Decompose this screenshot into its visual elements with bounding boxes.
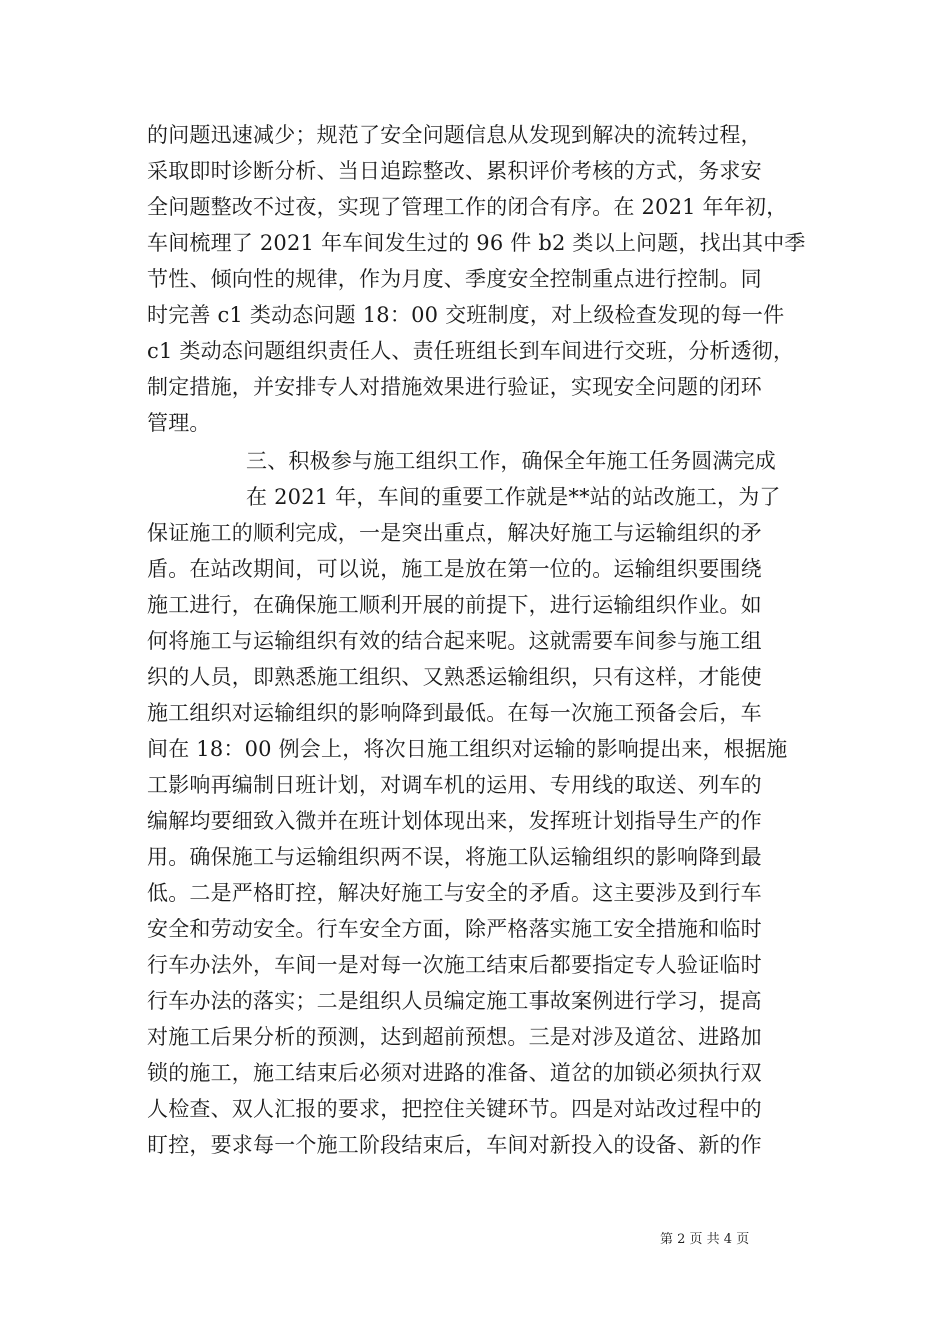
text-line-22: 低。二是严格盯控，解决好施工与安全的矛盾。这主要涉及到行车 xyxy=(147,881,762,905)
text-line-4: 车间梳理了 2021 年车间发生过的 96 件 b2 类以上问题，找出其中季 xyxy=(147,231,806,255)
text-line-20: 编解均要细致入微并在班计划体现出来，发挥班计划指导生产的作 xyxy=(147,809,762,833)
text-line-7: c1 类动态问题组织责任人、责任班组长到车间进行交班，分析透彻， xyxy=(147,339,795,363)
text-line-28: 人检查、双人汇报的要求，把控住关键环节。四是对站改过程中的 xyxy=(147,1097,762,1121)
text-line-18: 间在 18：00 例会上，将次日施工组织对运输的影响提出来，根据施 xyxy=(147,737,788,761)
text-line-26: 对施工后果分析的预测，达到超前预想。三是对涉及道岔、进路加 xyxy=(147,1025,762,1049)
text-line-6: 时完善 c1 类动态问题 18：00 交班制度，对上级检查发现的每一件 xyxy=(147,303,785,327)
text-line-17: 施工组织对运输组织的影响降到最低。在每一次施工预备会后，车 xyxy=(147,701,762,725)
text-line-19: 工影响再编制日班计划，对调车机的运用、专用线的取送、列车的 xyxy=(147,773,762,797)
text-line-27: 锁的施工，施工结束后必须对进路的准备、道岔的加锁必须执行双 xyxy=(147,1061,762,1085)
text-line-14: 施工进行，在确保施工顺利开展的前提下，进行运输组织作业。如 xyxy=(147,593,762,617)
section-heading: 三、积极参与施工组织工作，确保全年施工任务圆满完成 xyxy=(246,449,776,473)
text-line-11: 在 2021 年，车间的重要工作就是**站的站改施工，为了 xyxy=(246,485,781,509)
text-line-21: 用。确保施工与运输组织两不误，将施工队运输组织的影响降到最 xyxy=(147,845,762,869)
text-line-9: 管理。 xyxy=(147,411,211,435)
text-line-1: 的问题迅速减少；规范了安全问题信息从发现到解决的流转过程， xyxy=(147,123,762,147)
text-line-5: 节性、倾向性的规律，作为月度、季度安全控制重点进行控制。同 xyxy=(147,267,762,291)
text-line-15: 何将施工与运输组织有效的结合起来呢。这就需要车间参与施工组 xyxy=(147,629,762,653)
page-number-footer: 第 2 页 共 4 页 xyxy=(660,1232,750,1247)
text-line-25: 行车办法的落实；二是组织人员编定施工事故案例进行学习，提高 xyxy=(147,989,762,1013)
text-line-29: 盯控，要求每一个施工阶段结束后，车间对新投入的设备、新的作 xyxy=(147,1133,762,1157)
text-line-16: 织的人员，即熟悉施工组织、又熟悉运输组织，只有这样，才能使 xyxy=(147,665,762,689)
text-line-23: 安全和劳动安全。行车安全方面，除严格落实施工安全措施和临时 xyxy=(147,917,762,941)
text-line-12: 保证施工的顺利完成，一是突出重点，解决好施工与运输组织的矛 xyxy=(147,521,762,545)
text-line-13: 盾。在站改期间，可以说，施工是放在第一位的。运输组织要围绕 xyxy=(147,557,762,581)
text-line-2: 采取即时诊断分析、当日追踪整改、累积评价考核的方式，务求安 xyxy=(147,159,762,183)
text-line-3: 全问题整改不过夜，实现了管理工作的闭合有序。在 2021 年年初， xyxy=(147,195,788,219)
text-line-24: 行车办法外，车间一是对每一次施工结束后都要指定专人验证临时 xyxy=(147,953,762,977)
text-line-8: 制定措施，并安排专人对措施效果进行验证，实现安全问题的闭环 xyxy=(147,375,762,399)
